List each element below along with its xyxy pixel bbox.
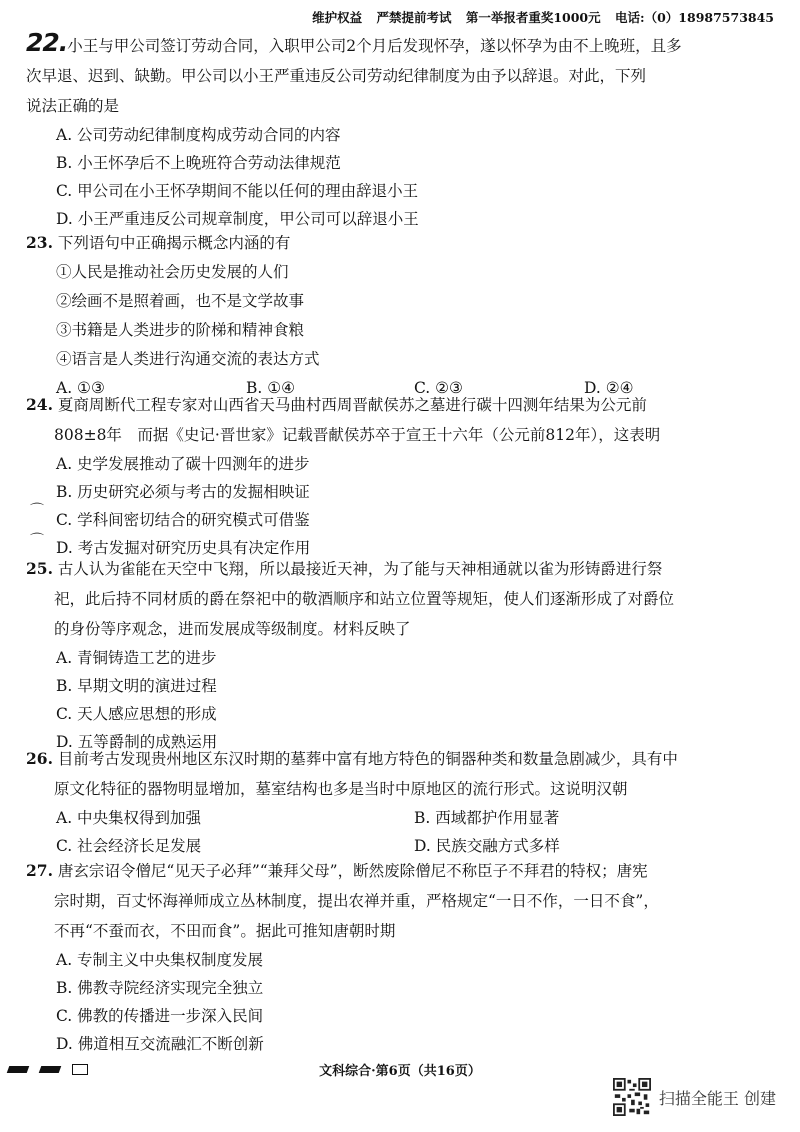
stem-line: 下列语句中正确揭示概念内涵的有 bbox=[57, 234, 291, 252]
stem-line: 808±8年 而据《史记·晋世家》记载晋献侯苏卒于宣王十六年（公元前812年），这表明 bbox=[54, 426, 661, 444]
question-22 bbox=[26, 28, 778, 233]
stem-line: 次早退、迟到、缺勤。甲公司以小王严重违反公司劳动纪律制度为由予以辞退。对此，下列 bbox=[26, 67, 647, 85]
qr-code-icon bbox=[613, 1078, 651, 1116]
option-a: A. 专制主义中央集权制度发展 bbox=[56, 951, 264, 969]
question-stem bbox=[26, 228, 778, 258]
option-a: A. 公司劳动纪律制度构成劳动合同的内容 bbox=[56, 126, 341, 144]
option-row bbox=[26, 804, 778, 832]
option-d: D. ②④ bbox=[584, 379, 634, 397]
stem-line: 原文化特征的器物明显增加，墓室结构也多是当时中原地区的流行形式。这说明汉朝 bbox=[54, 780, 628, 798]
option-c: C. 学科间密切结合的研究模式可借鉴 bbox=[56, 511, 310, 529]
option-b: B. 历史研究必须与考古的发掘相映证 bbox=[56, 483, 310, 501]
stem-line: 夏商周断代工程专家对山西省天马曲村西周晋献侯苏之墓进行碳十四测年结果为公元前 bbox=[57, 396, 647, 414]
question-number: 22. bbox=[26, 28, 68, 57]
option-d: D. 考古发掘对研究历史具有决定作用 bbox=[56, 539, 311, 557]
statement-3: ③书籍是人类进步的阶梯和精神食粮 bbox=[56, 321, 305, 339]
question-number: 27. bbox=[26, 861, 53, 880]
option-c: C. 社会经济长足发展 bbox=[56, 837, 202, 855]
scanner-label: 扫描全能王 创建 bbox=[658, 1088, 776, 1108]
option-c: C. 甲公司在小王怀孕期间不能以任何的理由辞退小王 bbox=[56, 182, 419, 200]
statement-1: ①人民是推动社会历史发展的人们 bbox=[56, 263, 289, 281]
option-a: A. 史学发展推动了碳十四测年的进步 bbox=[56, 455, 310, 473]
scan-smudge: ⌒ bbox=[30, 503, 44, 519]
question-26 bbox=[26, 744, 778, 860]
option-d: D. 佛道相互交流融汇不断创新 bbox=[56, 1035, 264, 1053]
option-b: B. ①④ bbox=[246, 379, 296, 397]
stem-line: 唐玄宗诏令僧尼“见天子必拜”“兼拜父母”，断然废除僧尼不称臣子不拜君的特权；唐宪 bbox=[57, 862, 648, 880]
stem-line: 目前考古发现贵州地区东汉时期的墓葬中富有地方特色的铜器种类和数量急剧减少，具有中 bbox=[57, 750, 678, 768]
option-c: C. 佛教的传播进一步深入民间 bbox=[56, 1007, 264, 1025]
option-a: A. ①③ bbox=[56, 379, 105, 397]
stem-line: 说法正确的是 bbox=[26, 97, 120, 115]
page-footer: 文科综合·第6页（共16页） bbox=[319, 1064, 481, 1079]
question-number: 26. bbox=[26, 749, 53, 768]
option-c: C. 天人感应思想的形成 bbox=[56, 705, 217, 723]
question-stem bbox=[26, 744, 778, 804]
statement-4: ④语言是人类进行沟通交流的表达方式 bbox=[56, 350, 320, 368]
stem-line: 不再“不蚕而衣，不田而食”。据此可推知唐朝时期 bbox=[54, 922, 396, 940]
question-number: 25. bbox=[26, 559, 53, 578]
option-c: C. ②③ bbox=[414, 379, 463, 397]
option-b: B. 西域都护作用显著 bbox=[414, 809, 560, 827]
question-stem bbox=[26, 856, 778, 946]
header-text-2: 严禁提前考试 bbox=[376, 10, 452, 25]
option-a: A. 青铜铸造工艺的进步 bbox=[56, 649, 217, 667]
option-d: D. 五等爵制的成熟运用 bbox=[56, 733, 218, 751]
stem-line: 祀，此后持不同材质的爵在祭祀中的敬酒顺序和站立位置等规矩，使人们逐渐形成了对爵位 bbox=[54, 590, 675, 608]
page-header bbox=[302, 8, 774, 26]
option-b: B. 早期文明的演进过程 bbox=[56, 677, 217, 695]
question-25 bbox=[26, 554, 778, 756]
header-phone: 电话:（0）18987573845 bbox=[615, 10, 774, 25]
stem-line: 小王与甲公司签订劳动合同，入职甲公司2个月后发现怀孕，遂以怀孕为由不上晚班，且多 bbox=[67, 37, 682, 55]
stem-line: 宗时期，百丈怀海禅师成立丛林制度，提出农禅并重，严格规定“一日不作，一日不食”， bbox=[54, 892, 659, 910]
option-b: B. 佛教寺院经济实现完全独立 bbox=[56, 979, 264, 997]
question-24 bbox=[26, 390, 778, 562]
scan-smudge: ⌒ bbox=[30, 533, 44, 549]
option-b: B. 小王怀孕后不上晚班符合劳动法律规范 bbox=[56, 154, 341, 172]
question-stem bbox=[26, 390, 778, 450]
scanner-watermark bbox=[613, 1078, 776, 1116]
question-stem bbox=[26, 554, 778, 644]
question-number: 23. bbox=[26, 233, 53, 252]
header-text-3: 第一举报者重奖1000元 bbox=[465, 10, 601, 25]
stem-line: 古人认为雀能在天空中飞翔，所以最接近天神，为了能与天神相通就以雀为形铸爵进行祭 bbox=[57, 560, 663, 578]
question-23 bbox=[26, 228, 778, 402]
header-text-1: 维护权益 bbox=[312, 10, 363, 25]
option-d: D. 民族交融方式多样 bbox=[414, 837, 560, 855]
stem-line: 的身份等序观念，进而发展成等级制度。材料反映了 bbox=[54, 620, 411, 638]
question-number: 24. bbox=[26, 395, 53, 414]
statement-2: ②绘画不是照着画，也不是文学故事 bbox=[56, 292, 305, 310]
question-27 bbox=[26, 856, 778, 1058]
question-stem bbox=[26, 28, 778, 121]
option-a: A. 中央集权得到加强 bbox=[56, 809, 202, 827]
option-d: D. 小王严重违反公司规章制度，甲公司可以辞退小王 bbox=[56, 210, 419, 228]
